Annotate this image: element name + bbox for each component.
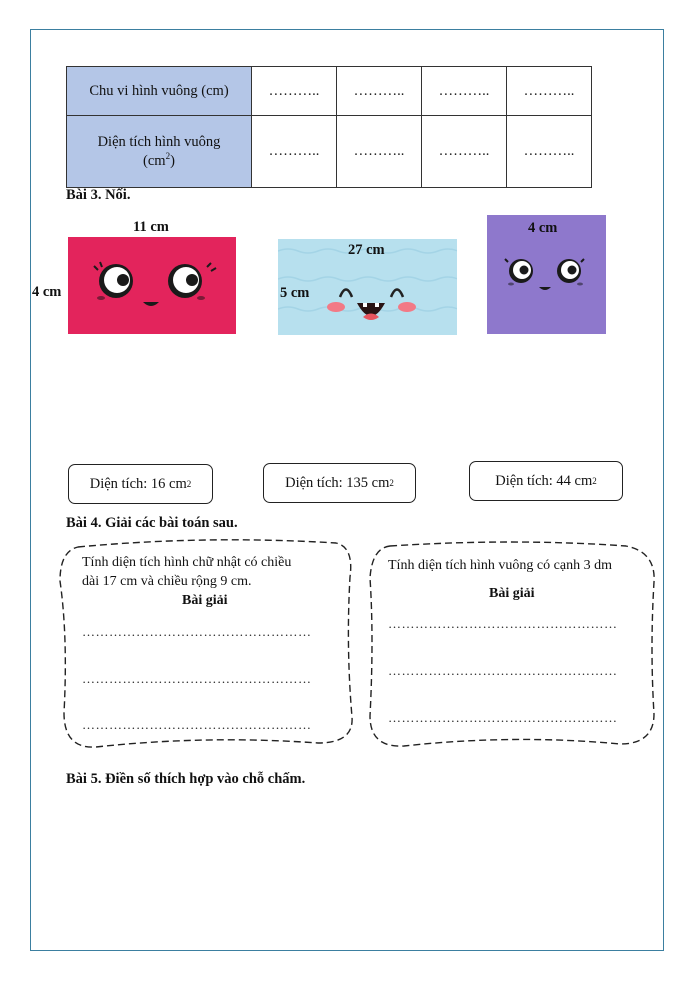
blank-cell[interactable]: ……….. — [252, 67, 337, 116]
answer-box-2[interactable] — [263, 463, 416, 503]
area-label — [67, 116, 252, 188]
blank-cell[interactable]: ……….. — [507, 116, 592, 188]
blank-cell[interactable]: ……….. — [252, 116, 337, 188]
area-label-line1: Diện tích hình vuông — [97, 133, 221, 150]
blank-cell[interactable]: ……….. — [507, 67, 592, 116]
left-answer-line[interactable]: …………………………………………… — [82, 624, 312, 639]
bai5-title: Bài 5. Điền số thích hợp vào chỗ chấm. — [66, 771, 306, 787]
blue-side-label: 5 cm — [280, 285, 310, 301]
answer-sup: 2 — [186, 479, 192, 489]
left-answer-line[interactable]: …………………………………………… — [82, 717, 312, 732]
area-label-unit: (cm — [143, 152, 166, 169]
right-answer-line[interactable]: …………………………………………… — [388, 663, 618, 678]
right-solution-heading: Bài giải — [489, 586, 535, 601]
left-solution-heading: Bài giải — [182, 593, 228, 608]
blue-top-label: 27 cm — [348, 242, 385, 258]
answer-sup: 2 — [389, 478, 394, 488]
answer-sup: 2 — [592, 476, 597, 486]
table-row — [67, 116, 592, 188]
answer-box-1[interactable] — [68, 464, 213, 504]
right-problem-line1: Tính diện tích hình vuông có cạnh 3 dm — [388, 558, 612, 573]
bai3-title: Bài 3. Nối. — [66, 187, 131, 203]
red-top-label: 11 cm — [133, 219, 169, 235]
left-problem-line2: dài 17 cm và chiều rộng 9 cm. — [82, 574, 252, 589]
bai4-title: Bài 4. Giải các bài toán sau. — [66, 515, 238, 531]
square-table — [66, 66, 592, 188]
table-row — [67, 67, 592, 116]
answer-text: Diện tích: 16 cm — [89, 475, 187, 492]
area-label-close: ) — [170, 152, 175, 169]
blank-cell[interactable]: ……….. — [422, 67, 507, 116]
red-side-label: 4 cm — [32, 284, 62, 300]
blank-cell[interactable]: ……….. — [337, 67, 422, 116]
left-answer-line[interactable]: …………………………………………… — [82, 671, 312, 686]
blank-cell[interactable]: ……….. — [337, 116, 422, 188]
right-answer-line[interactable]: …………………………………………… — [388, 710, 618, 725]
left-problem-line1: Tính diện tích hình chữ nhật có chiều — [82, 555, 292, 570]
blank-cell[interactable]: ……….. — [422, 116, 507, 188]
purple-top-label: 4 cm — [528, 220, 558, 236]
perimeter-label: Chu vi hình vuông (cm) — [67, 67, 252, 116]
red-rectangle[interactable] — [68, 237, 236, 334]
answer-text: Diện tích: 44 cm — [495, 472, 593, 489]
right-answer-line[interactable]: …………………………………………… — [388, 616, 618, 631]
answer-box-3[interactable] — [469, 461, 623, 501]
area-label-sup: 2 — [165, 150, 171, 161]
answer-text: Diện tích: 135 cm — [285, 474, 390, 491]
